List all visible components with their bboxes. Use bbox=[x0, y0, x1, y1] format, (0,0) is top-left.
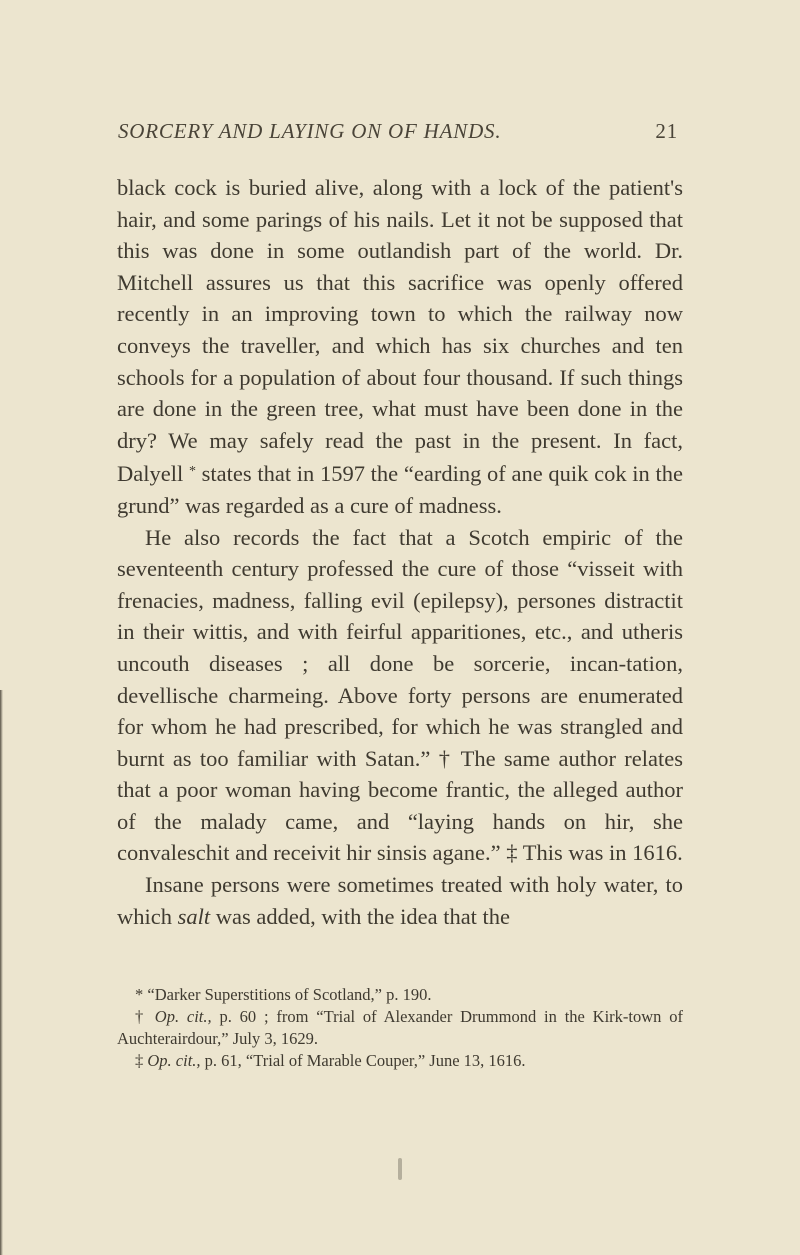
footnote-ref-dagger: † bbox=[438, 745, 453, 771]
page-number: 21 bbox=[655, 119, 678, 143]
running-header bbox=[118, 119, 678, 149]
paragraph-2: He also records the fact that a Scotch empiric of the seventeenth century professed the cure of those “visseit with frenacies, madness, falling evil (epilepsy), persones distractit in their wittis, and with feirful apparitiones, etc., and utheris uncouth diseases ; all done be sorcerie, incan-tation, devellische charmeing. Above forty persons are enumerated for whom he had prescribed, for which he was strangled and burnt as too familiar with Satan.” † The same author relates that a poor woman having become frantic, the alleged author of the malady came, and “laying hands on hir, she convaleschit and receivit hir sinsis agane.” ‡ This was in 1616. bbox=[117, 524, 683, 866]
running-title: SORCERY AND LAYING ON OF HANDS. bbox=[118, 119, 502, 143]
footnote-1: * “Darker Superstitions of Scotland,” p. 190. bbox=[135, 985, 432, 1004]
paragraph-3: Insane persons were sometimes treated with holy water, to which salt was added, with the idea that the bbox=[117, 872, 683, 929]
binding-edge-shadow bbox=[0, 690, 3, 1255]
footnote-3: ‡ Op. cit., p. 61, “Trial of Marable Couper,” June 13, 1616. bbox=[135, 1051, 526, 1070]
paragraph-1: black cock is buried alive, along with a lock of the patient's hair, and some parings of his nails. Let it not be supposed that this was done in some outlandish part of the world. Dr. Mitchell assures us that this sacrifice was openly offered recently in an improving town to which the railway now conveys the traveller, and which has six churches and ten schools for a population of about four thousand. If such things are done in the green tree, what must have been done in the dry? We may safely read the past in the present. In fact, Dalyell * states that in 1597 the “earding of ane quik cok in the grund” was regarded as a cure of madness. bbox=[117, 175, 683, 518]
footnote-ref-double-dagger: ‡ bbox=[506, 840, 518, 866]
italic-salt: salt bbox=[177, 903, 211, 929]
footnotes bbox=[117, 984, 683, 1072]
page-smudge bbox=[398, 1158, 402, 1180]
footnote-ref-star: * bbox=[188, 464, 196, 480]
body-text bbox=[117, 172, 683, 932]
footnote-2: † Op. cit., p. 60 ; from “Trial of Alexander Drummond in the Kirk-town of Auchterairdour,” July 3, 1629. bbox=[117, 1007, 683, 1048]
